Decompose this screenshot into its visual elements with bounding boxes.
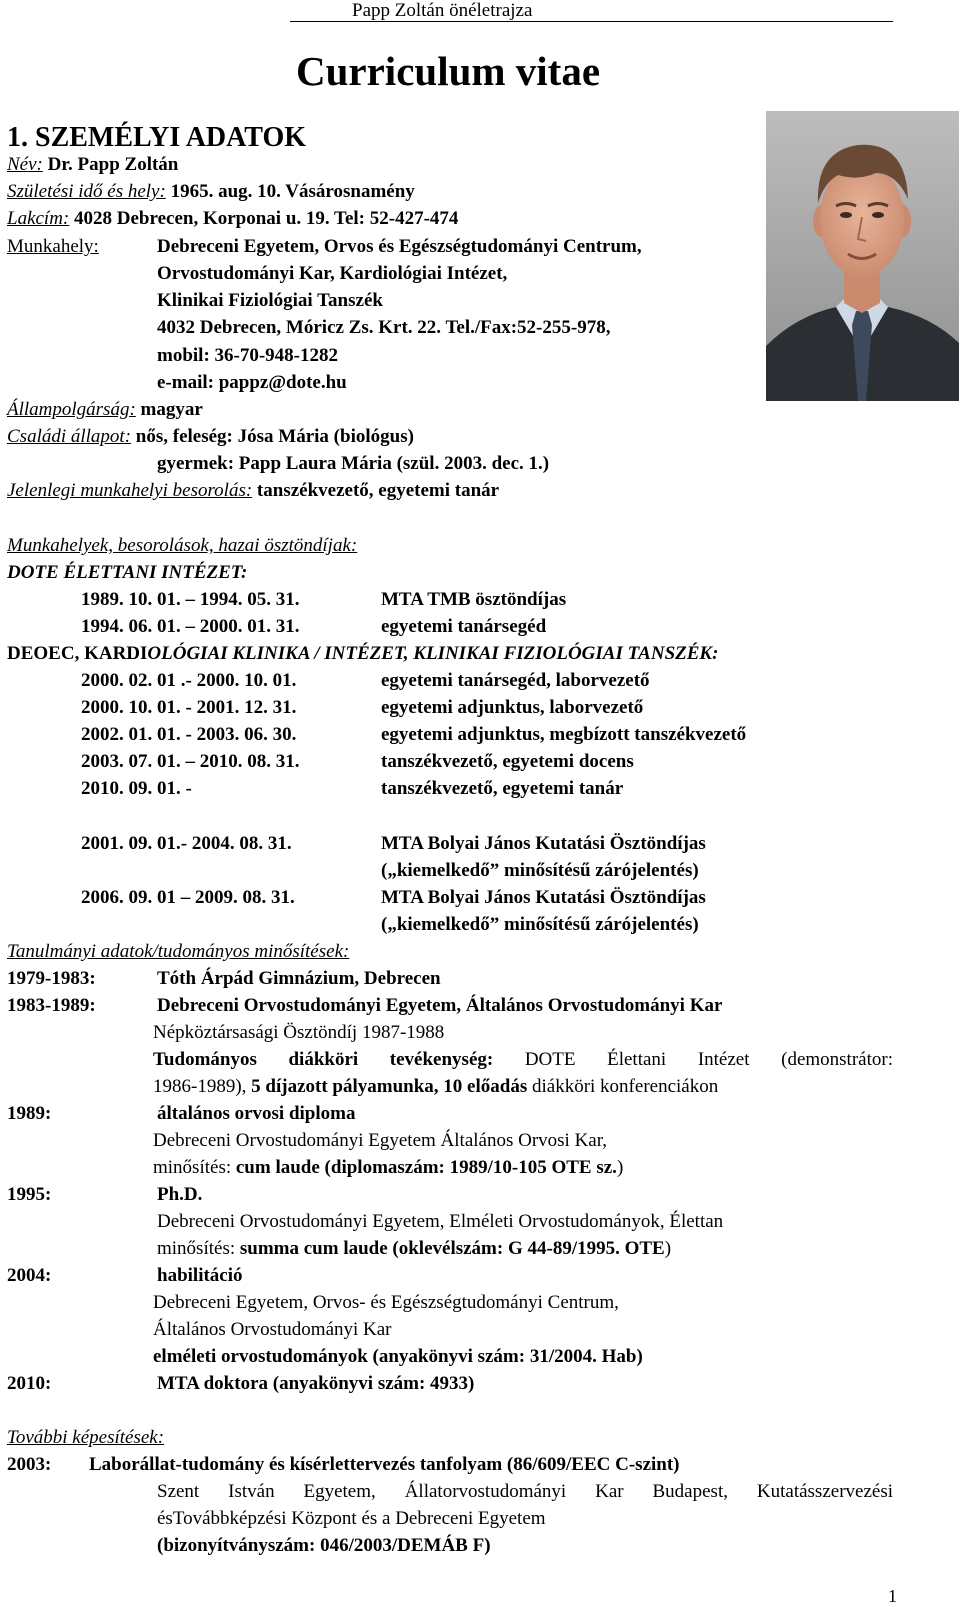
education-sci2-part: , — [433, 1076, 439, 1097]
grade-end: ) — [664, 1238, 672, 1259]
grade-end: ) — [616, 1157, 624, 1178]
education-text: Debreceni Orvostudományi Egyetem, Általános Orvostudományi Kar — [157, 995, 723, 1016]
employment-desc: egyetemi tanársegéd, laborvezető — [381, 670, 650, 691]
education-year: 2010: — [7, 1373, 52, 1394]
section-title-personal: 1. SZEMÉLYI ADATOK — [7, 122, 307, 153]
education-line: Debreceni Orvostudományi Egyetem, Elméleti Orvostudományok, Élettan — [157, 1211, 724, 1232]
current-position-row — [7, 481, 499, 500]
workplace-line: 4032 Debrecen, Móricz Zs. Krt. 22. Tel./Fax:52-255-978, — [157, 317, 611, 338]
portrait-photo — [766, 111, 959, 401]
education-title: Ph.D. — [157, 1184, 203, 1205]
employment-desc: egyetemi tanársegéd — [381, 616, 547, 637]
education-sci2-part: diákköri konferenciákon — [531, 1076, 719, 1097]
education-year: 1989: — [7, 1103, 52, 1124]
education-line: Debreceni Egyetem, Orvos- és Egészségtudományi Centrum, — [153, 1292, 619, 1313]
education-line: Debreceni Orvostudományi Egyetem Általános Orvosi Kar, — [153, 1130, 608, 1151]
employment-heading: Munkahelyek, besorolások, hazai ösztöndíjak: — [7, 535, 358, 556]
address-value: 4028 Debrecen, Korponai u. 19. Tel: 52-427-474 — [74, 208, 459, 229]
education-title: habilitáció — [157, 1265, 243, 1286]
workplace-line: Orvostudományi Kar, Kardiológiai Intézet, — [157, 263, 508, 284]
education-sci-bold: Tudományos diákköri tevékenység: — [153, 1049, 494, 1070]
grant-note: („kiemelkedő” minősítésű zárójelentés) — [381, 860, 699, 881]
education-year: 2004: — [7, 1265, 52, 1286]
employment-date: 2002. 01. 01. - 2003. 06. 30. — [81, 724, 297, 745]
grant-date: 2001. 09. 01.- 2004. 08. 31. — [81, 833, 292, 854]
workplace-line: Klinikai Fiziológiai Tanszék — [157, 290, 383, 311]
education-text: Tóth Árpád Gimnázium, Debrecen — [157, 968, 441, 989]
page-number: 1 — [888, 1586, 897, 1606]
employment-date: 2003. 07. 01. – 2010. 08. 31. — [81, 751, 300, 772]
grant-desc: MTA Bolyai János Kutatási Ösztöndíjas — [381, 887, 706, 908]
education-sci2-part: 10 előadás — [443, 1076, 528, 1097]
employment-date: 1989. 10. 01. – 1994. 05. 31. — [81, 589, 300, 610]
further-title: Laborállat-tudomány és kísérlettervezés tanfolyam (86/609/EEC C-szint) — [89, 1454, 680, 1475]
education-year: 1995: — [7, 1184, 52, 1205]
current-position-value: tanszékvezető, egyetemi tanár — [256, 480, 500, 501]
employment-desc: tanszékvezető, egyetemi tanár — [381, 778, 624, 799]
education-scholarship: Népköztársasági Ösztöndíj 1987-1988 — [153, 1022, 445, 1043]
workplace-line: mobil: 36-70-948-1282 — [157, 345, 339, 366]
education-sci2-part: 1986-1989), — [153, 1076, 247, 1097]
workplace-label: Munkahely: — [7, 236, 99, 257]
employment-desc: tanszékvezető, egyetemi docens — [381, 751, 634, 772]
education-line: Általános Orvostudományi Kar — [153, 1319, 392, 1340]
education-sci-rest: DOTE Élettani Intézet (demonstrátor: — [524, 1049, 893, 1070]
further-line: (bizonyítványszám: 046/2003/DEMÁB F) — [157, 1535, 491, 1556]
family-child: gyermek: Papp Laura Mária (szül. 2003. dec. 1.) — [157, 453, 550, 474]
education-sci-line2 — [153, 1077, 718, 1096]
grade-value: cum laude (diplomaszám: 1989/10-105 OTE sz. — [235, 1157, 617, 1178]
name-row — [7, 155, 178, 174]
grade-label: minősítés: — [157, 1238, 236, 1259]
workplace-line: e-mail: pappz@dote.hu — [157, 372, 347, 393]
birth-row — [7, 182, 415, 201]
grade-value: summa cum laude (oklevélszám: G 44-89/1995. OTE — [239, 1238, 665, 1259]
education-title: általános orvosi diploma — [157, 1103, 356, 1124]
workplace-line: Debreceni Egyetem, Orvos és Egészségtudományi Centrum, — [157, 236, 642, 257]
education-sci-line — [153, 1050, 893, 1069]
family-row — [7, 427, 414, 446]
employment-desc: egyetemi adjunktus, laborvezető — [381, 697, 644, 718]
grade-label: minősítés: — [153, 1157, 232, 1178]
address-label: Lakcím: — [7, 208, 70, 229]
header-rule — [290, 21, 893, 22]
further-year: 2003: — [7, 1454, 52, 1475]
employment-desc: egyetemi adjunktus, megbízott tanszékvezető — [381, 724, 747, 745]
employment-desc: MTA TMB ösztöndíjas — [381, 589, 567, 610]
education-text: MTA doktora (anyakönyvi szám: 4933) — [157, 1373, 475, 1394]
institution-heading-part: DEOEC, KARDI — [7, 643, 148, 664]
birth-label: Születési idő és hely: — [7, 181, 166, 202]
further-line: ésTovábbképzési Központ és a Debreceni Egyetem — [157, 1508, 546, 1529]
running-head: Papp Zoltán önéletrajza — [352, 0, 533, 21]
further-heading: További képesítések: — [7, 1427, 165, 1448]
citizenship-label: Állampolgárság: — [7, 399, 136, 420]
education-year: 1979-1983: — [7, 968, 96, 989]
employment-date: 2000. 02. 01 .- 2000. 10. 01. — [81, 670, 297, 691]
family-label: Családi állapot: — [7, 426, 132, 447]
employment-date: 2010. 09. 01. - — [81, 778, 192, 799]
birth-value: 1965. aug. 10. Vásárosnamény — [170, 181, 415, 202]
education-grade — [157, 1239, 671, 1258]
further-line: Szent István Egyetem, Állatorvostudományi Kar Budapest, Kutatásszervezési — [157, 1481, 893, 1502]
education-heading: Tanulmányi adatok/tudományos minősítések: — [7, 941, 350, 962]
grant-desc: MTA Bolyai János Kutatási Ösztöndíjas — [381, 833, 706, 854]
citizenship-value: magyar — [140, 399, 203, 420]
institution-heading: DOTE ÉLETTANI INTÉZET: — [7, 562, 248, 583]
education-grade — [153, 1158, 623, 1177]
grant-date: 2006. 09. 01 – 2009. 08. 31. — [81, 887, 295, 908]
institution-heading — [7, 644, 718, 663]
institution-heading-part: OLÓGIAI KLINIKA / INTÉZET, KLINIKAI FIZIOLÓGIAI TANSZÉK: — [147, 643, 719, 664]
employment-date: 1994. 06. 01. – 2000. 01. 31. — [81, 616, 300, 637]
education-line: elméleti orvostudományok (anyakönyvi szám: 31/2004. Hab) — [153, 1346, 643, 1367]
education-year: 1983-1989: — [7, 995, 96, 1016]
employment-date: 2000. 10. 01. - 2001. 12. 31. — [81, 697, 297, 718]
name-value: Dr. Papp Zoltán — [47, 154, 179, 175]
address-row — [7, 209, 458, 228]
education-sci2-part: 5 díjazott pályamunka — [251, 1076, 434, 1097]
family-value: nős, feleség: Jósa Mária (biológus) — [135, 426, 414, 447]
grant-note: („kiemelkedő” minősítésű zárójelentés) — [381, 914, 699, 935]
page-title: Curriculum vitae — [296, 48, 601, 94]
citizenship-row — [7, 400, 203, 419]
name-label: Név: — [7, 154, 43, 175]
current-position-label: Jelenlegi munkahelyi besorolás: — [7, 480, 253, 501]
